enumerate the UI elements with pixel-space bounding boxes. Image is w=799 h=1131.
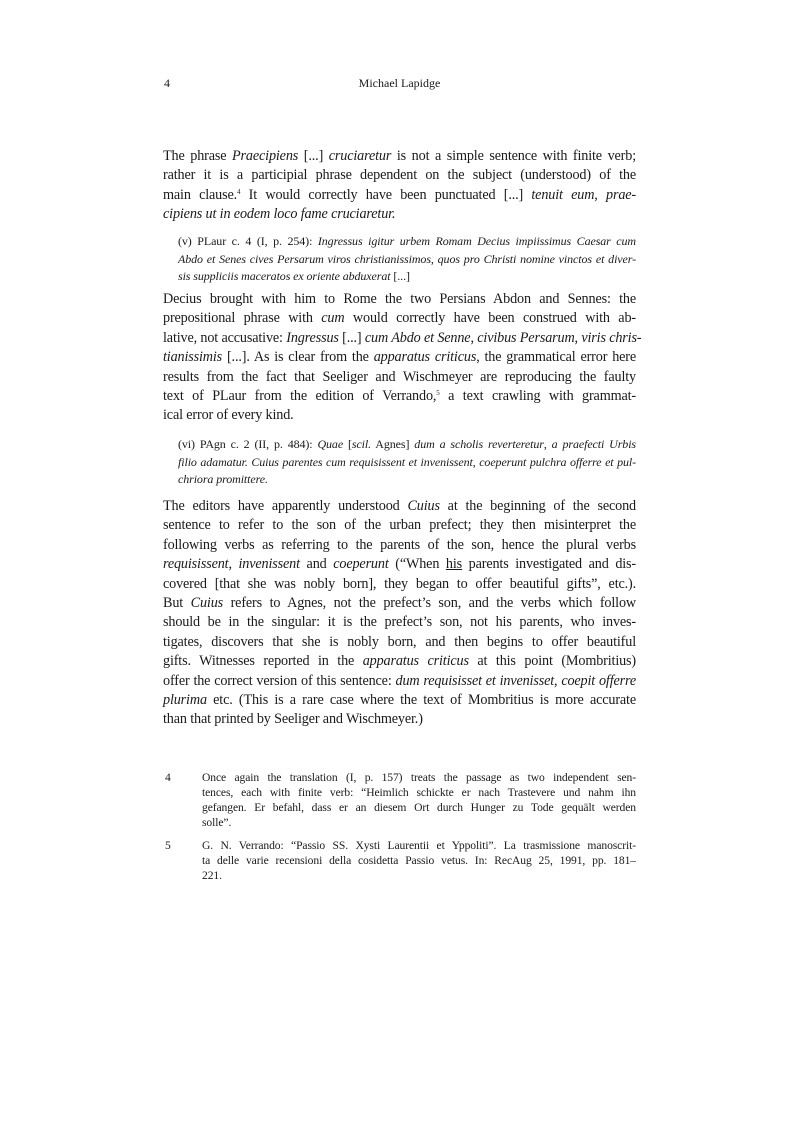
paragraph-1: [163, 147, 636, 225]
footnote-4: [165, 770, 636, 830]
text-line: sis suppliciis maceratos ex oriente abduxerat [...]: [178, 269, 410, 284]
italic-text: Abdo et Senes cives Persarum viros christianissimos: [178, 251, 431, 266]
text-line: tences, each with finite verb: “Heimlich schickte er nach Trastevere und nahm ihn: [202, 786, 636, 799]
footnote-ref: 4: [237, 187, 241, 196]
italic-text: plurima: [163, 692, 207, 709]
quote-vi: [178, 436, 636, 489]
text-line: (vi) PAgn c. 2 (II, p. 484): Quae [scil. Agnes] dum a scholis reverteretur, a praefecti Urbis: [178, 437, 637, 451]
italic-text: Cuius: [190, 595, 224, 612]
italic-text: Ingressus: [286, 329, 339, 346]
text-line: tigates, discovers that she is nobly born, and then begins to offer beautiful: [163, 633, 636, 650]
italic-text: coepit offerre: [561, 672, 636, 689]
text-line: (v) PLaur c. 4 (I, p. 254): Ingressus igitur urbem Romam Decius impiissimus Caesar cum: [178, 234, 636, 248]
text-line: main clause.$^4$ It would correctly have been punctuated [...] tenuit eum, prae-: [163, 186, 636, 203]
italic-text: coeperunt pulchra offerre et pul-: [479, 454, 636, 469]
italic-text: Praecipiens: [232, 148, 299, 164]
text-line: But Cuius refers to Agnes, not the prefect’s son, and the verbs which follow: [163, 595, 636, 612]
footnote-number: 5: [165, 839, 171, 852]
quote-v: [178, 233, 636, 286]
italic-text: viris chris-: [581, 329, 642, 346]
italic-text: Cuius: [407, 498, 440, 514]
text-line: ta delle varie recensioni della cosidetta Passio vetus. In: RecAug 25, 1991, pp. 181–: [202, 854, 636, 867]
italic-text: cipiens ut in eodem loco fame cruciaretur.: [163, 206, 396, 223]
italic-text: dum requisisset et invenisset: [395, 672, 555, 689]
italic-text: a praefecti Urbis: [551, 437, 637, 451]
italic-text: apparatus criticus: [362, 653, 469, 670]
italic-text: sis suppliciis maceratos ex oriente abduxerat: [178, 269, 391, 284]
italic-text: tenuit eum: [531, 186, 595, 203]
text-line: lative, not accusative: Ingressus [...] cum Abdo et Senne, civibus Persarum, viris chris-: [163, 329, 642, 346]
text-line: solle”.: [202, 816, 232, 829]
text-line: tianissimis [...]. As is clear from the apparatus criticus, the grammatical error here: [163, 349, 637, 366]
text-line: filio adamatur. Cuius parentes cum requisissent et invenissent, coeperunt pulchra offerre et pul-: [178, 454, 636, 469]
footnote-text: [202, 838, 636, 883]
text-line: requisissent, invenissent and coeperunt (“When his parents investigated and dis-: [163, 556, 636, 573]
text-line: G. N. Verrando: “Passio SS. Xysti Laurentii et Yppoliti”. La trasmissione manoscrit-: [202, 839, 636, 852]
text-line: 221.: [202, 869, 222, 882]
italic-text: scil.: [351, 437, 372, 451]
text-line: than that printed by Seeliger and Wischmeyer.): [163, 711, 423, 728]
running-head: Michael Lapidge: [358, 76, 441, 90]
underlined-text: his: [445, 556, 463, 573]
italic-text: dum a scholis reverteretur: [414, 437, 544, 451]
text-line: The editors have apparently understood Cuius at the beginning of the second: [163, 498, 636, 514]
text-line: should be in the singular: it is the prefect’s son, not his parents, who inves-: [163, 614, 636, 631]
text-line: Once again the translation (I, p. 157) treats the passage as two independent sen-: [202, 771, 636, 784]
text-line: following verbs as referring to the parents of the son, hence the plural verbs: [163, 536, 636, 553]
italic-text: cum: [321, 310, 345, 327]
text-line: rather it is a participial phrase dependent on the subject (understood) of the: [163, 167, 636, 184]
italic-text: coeperunt: [333, 556, 389, 573]
text-line: sentence to refer to the son of the urban prefect; they then misinterpret the: [163, 517, 636, 534]
text-line: Decius brought with him to Rome the two Persians Abdon and Sennes: the: [163, 291, 636, 307]
text-line: Abdo et Senes cives Persarum viros christianissimos, quos pro Christi nomine vinctos et diver-: [178, 251, 636, 266]
italic-text: Ingressus igitur urbem Romam Decius impiissimus Caesar cum: [317, 234, 636, 248]
text-line: prepositional phrase with cum would correctly have been construed with ab-: [163, 310, 636, 327]
text-line: covered [that she was nobly born], they began to offer beautiful gifts”, etc.).: [163, 575, 636, 592]
italic-text: tianissimis: [163, 349, 223, 366]
italic-text: filio adamatur. Cuius parentes cum requisissent et invenissent: [178, 454, 473, 469]
italic-text: chriora promittere.: [178, 472, 268, 487]
text-line: offer the correct version of this sentence: dum requisisset et invenisset, coepit offerre: [163, 672, 636, 689]
italic-text: apparatus criticus: [373, 349, 477, 366]
text-line: gifts. Witnesses reported in the apparatus criticus at this point (Mombritius): [163, 653, 636, 670]
footnote-text: [202, 770, 636, 830]
text-line: results from the fact that Seeliger and Wischmeyer are reproducing the faulty: [163, 368, 636, 385]
italic-text: cruciaretur: [328, 148, 392, 164]
italic-text: quos pro Christi nomine vinctos et diver-: [437, 251, 636, 266]
text-line: ical error of every kind.: [163, 407, 294, 424]
italic-text: prae-: [606, 186, 636, 203]
page-number: 4: [164, 76, 170, 90]
italic-text: requisissent: [163, 556, 229, 573]
text-line: [163, 205, 636, 224]
italic-text: cum Abdo et Senne: [364, 329, 471, 346]
text-line: gefangen. Er befahl, dass er an diesem Ort durch Hunger zu Tode gequält werden: [202, 801, 636, 814]
text-line: [178, 471, 636, 489]
footnote-number: 4: [165, 771, 171, 784]
paragraph-3: [163, 497, 636, 730]
italic-text: civibus Persarum: [477, 329, 575, 346]
italic-text: invenissent: [238, 556, 300, 573]
italic-text: Quae: [317, 437, 344, 451]
footnote-ref: 5: [436, 389, 440, 398]
text-line: The phrase Praecipiens [...] cruciaretur is not a simple sentence with finite verb;: [163, 148, 636, 164]
text-line: plurima etc. (This is a rare case where the text of Mombritius is more accurate: [163, 692, 636, 709]
text-line: text of PLaur from the edition of Verrando,$^5$ a text crawling with grammat-: [163, 388, 636, 405]
footnote-5: [165, 838, 636, 883]
paragraph-2: [163, 290, 642, 426]
